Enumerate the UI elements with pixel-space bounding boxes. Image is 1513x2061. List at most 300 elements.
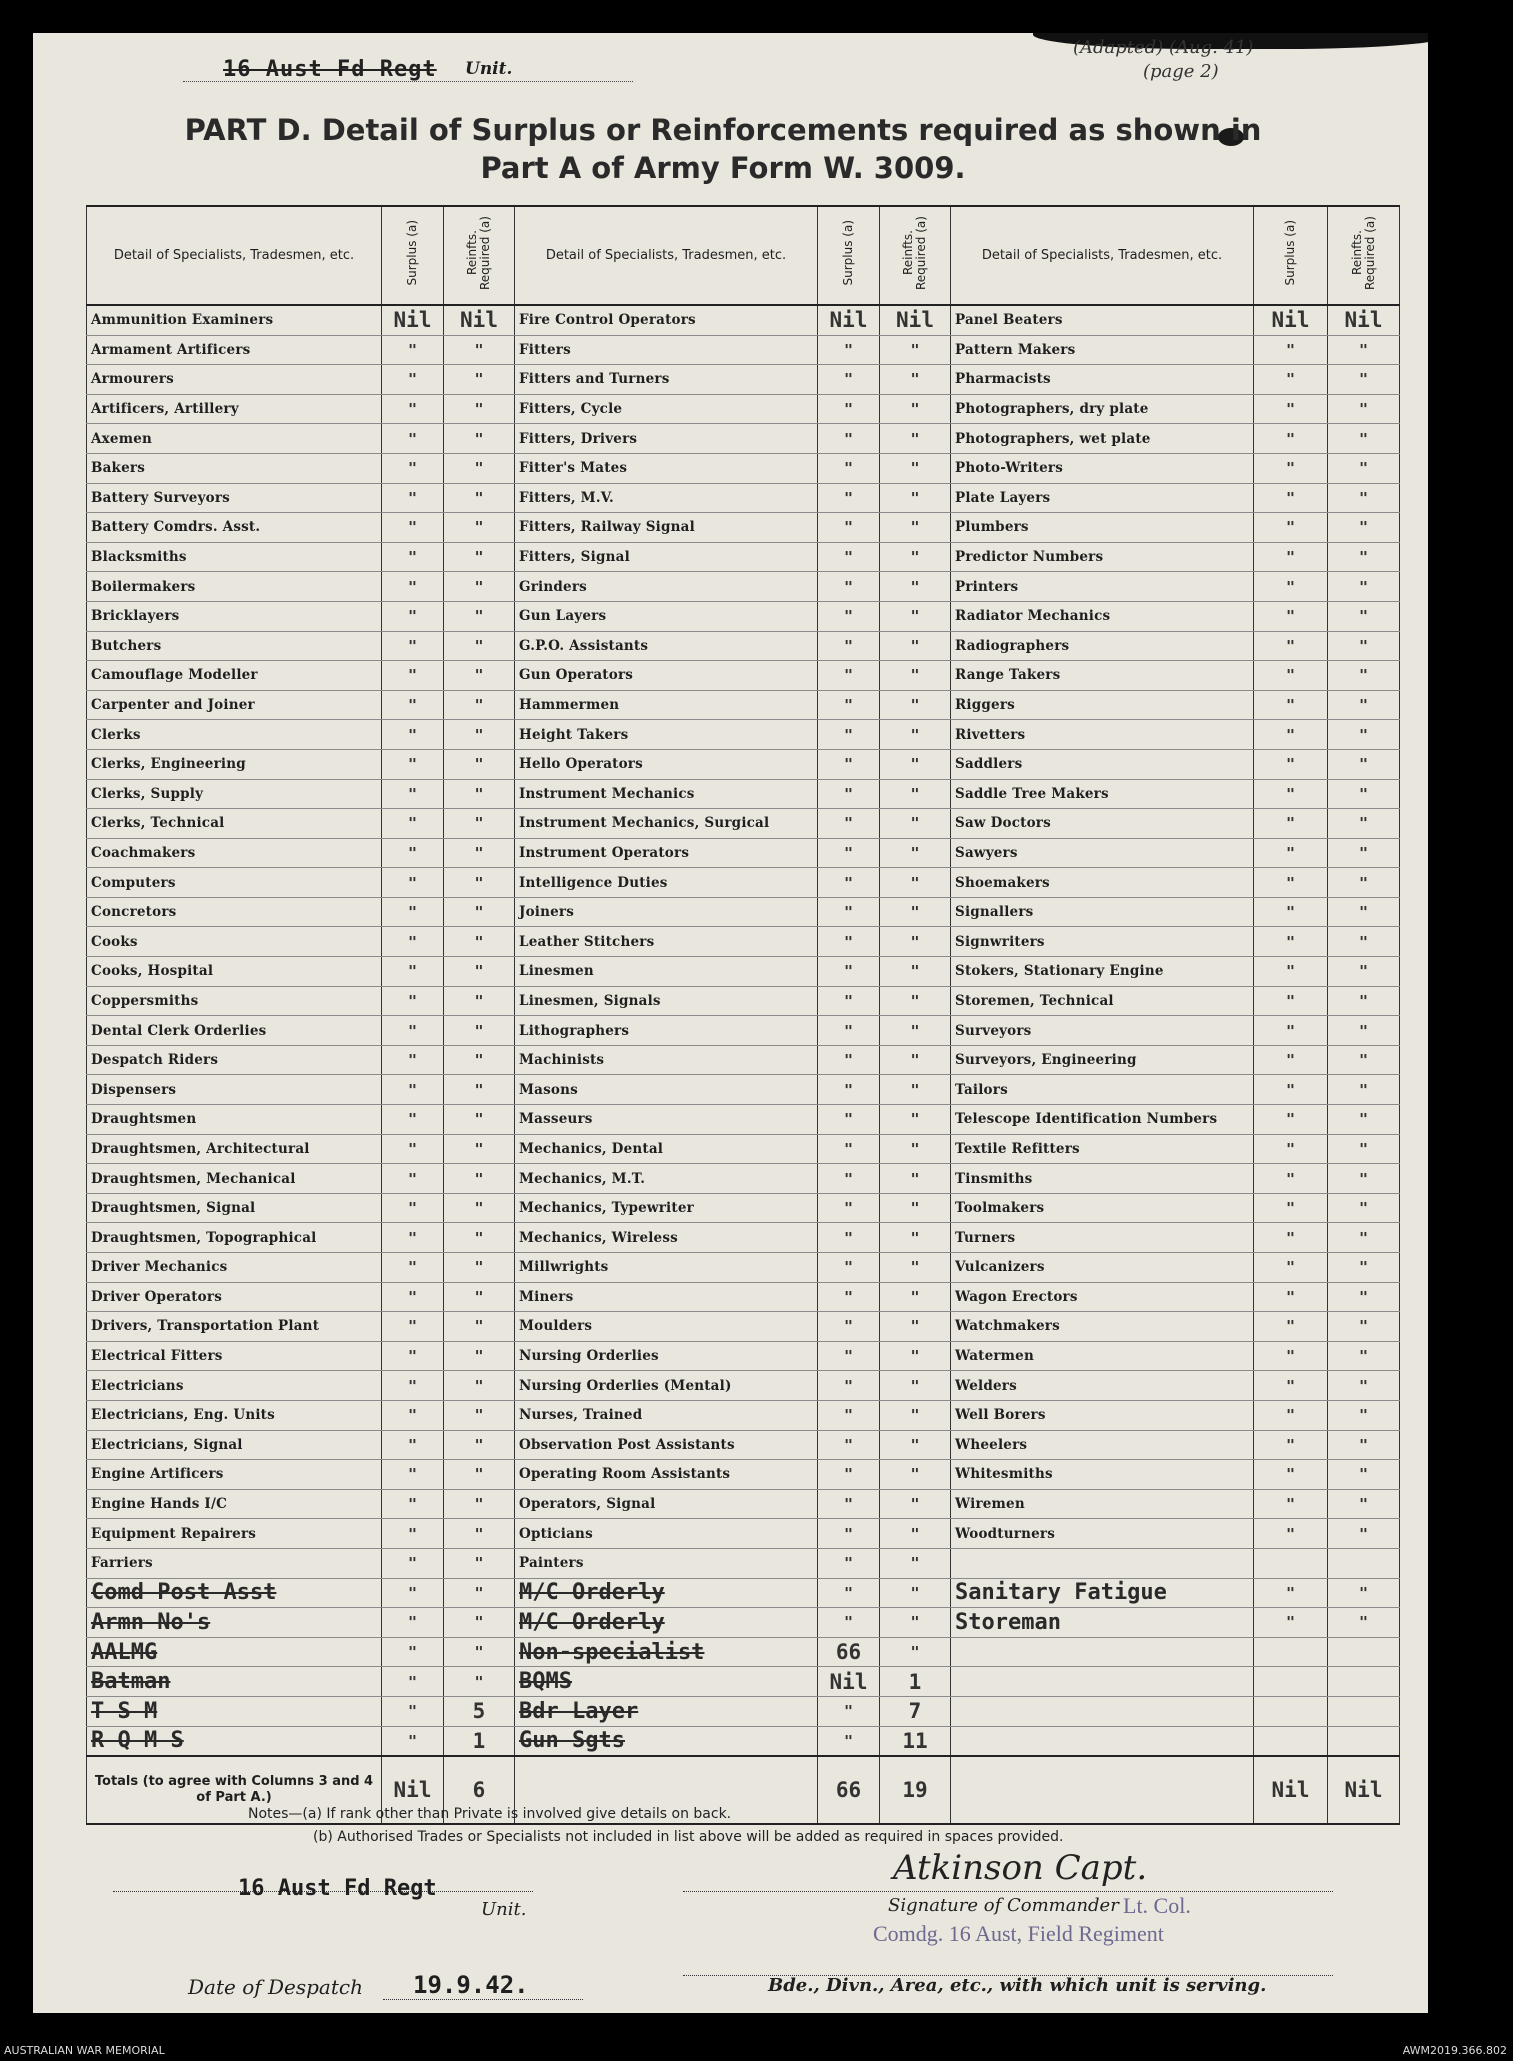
trade-label: Wheelers: [951, 1430, 1254, 1460]
trade-label: Shoemakers: [951, 868, 1254, 898]
trade-label: Photographers, wet plate: [951, 424, 1254, 454]
table-row: [87, 1075, 1400, 1105]
typed-trade-text: BQMS: [519, 1669, 572, 1695]
surplus-cell: ": [382, 572, 444, 602]
col-reinfts-1: Reinfts. Required (a): [465, 216, 492, 290]
surplus-cell: ": [382, 690, 444, 720]
trade-label: Electrical Fitters: [87, 1341, 382, 1371]
table-row: [87, 779, 1400, 809]
surplus-cell: ": [382, 1253, 444, 1283]
surplus-cell: ": [1254, 631, 1328, 661]
reinfts-cell: ": [1328, 1371, 1400, 1401]
trade-label: Operating Room Assistants: [515, 1460, 818, 1490]
surplus-cell: ": [382, 1667, 444, 1697]
reinfts-cell: ": [880, 1548, 951, 1578]
surplus-cell: ": [818, 1726, 880, 1756]
reinfts-cell: 1: [444, 1726, 515, 1756]
table-row: [87, 601, 1400, 631]
reinfts-cell: [1328, 1637, 1400, 1667]
reinfts-cell: ": [444, 1400, 515, 1430]
surplus-cell: ": [382, 1193, 444, 1223]
surplus-cell: ": [1254, 1460, 1328, 1490]
trade-label: Vulcanizers: [951, 1253, 1254, 1283]
reinfts-cell: ": [880, 1489, 951, 1519]
reinfts-cell: ": [1328, 1578, 1400, 1608]
table-row: [87, 838, 1400, 868]
table-row: [87, 1519, 1400, 1549]
surplus-cell: ": [382, 1045, 444, 1075]
surplus-cell: ": [382, 1400, 444, 1430]
surplus-cell: ": [818, 986, 880, 1016]
trade-label: Nursing Orderlies (Mental): [515, 1371, 818, 1401]
surplus-cell: ": [382, 897, 444, 927]
typed-row: [87, 1696, 1400, 1726]
trade-label: Tinsmiths: [951, 1164, 1254, 1194]
trade-label: Draughtsmen, Mechanical: [87, 1164, 382, 1194]
trade-label: Nurses, Trained: [515, 1400, 818, 1430]
typed-trade-label: [515, 1667, 818, 1697]
reinfts-cell: ": [880, 1312, 951, 1342]
surplus-cell: ": [818, 394, 880, 424]
table-row: [87, 1223, 1400, 1253]
surplus-cell: ": [1254, 986, 1328, 1016]
trade-label: Mechanics, Wireless: [515, 1223, 818, 1253]
specialists-table: [86, 205, 1400, 1825]
table-row: [87, 513, 1400, 543]
reinfts-cell: ": [444, 1193, 515, 1223]
reinfts-cell: ": [880, 1045, 951, 1075]
trade-label: Masseurs: [515, 1105, 818, 1135]
reinfts-cell: ": [444, 1312, 515, 1342]
typed-trade-label: [515, 1637, 818, 1667]
typed-trade-text: M/C Orderly: [519, 1580, 665, 1606]
reinfts-cell: ": [880, 542, 951, 572]
surplus-cell: ": [382, 1696, 444, 1726]
surplus-cell: ": [382, 1075, 444, 1105]
trade-label: Surveyors, Engineering: [951, 1045, 1254, 1075]
trade-label: Radiator Mechanics: [951, 601, 1254, 631]
typed-trade-label: [951, 1726, 1254, 1756]
reinfts-cell: ": [444, 986, 515, 1016]
surplus-cell: ": [382, 1430, 444, 1460]
surplus-cell: ": [382, 394, 444, 424]
reinfts-cell: [1328, 1548, 1400, 1578]
document-page: [33, 33, 1428, 2013]
reinfts-cell: ": [444, 1489, 515, 1519]
trade-label: Armament Artificers: [87, 335, 382, 365]
col-surplus-3: Surplus (a): [1283, 220, 1297, 286]
reinfts-cell: ": [880, 1578, 951, 1608]
table-row: [87, 868, 1400, 898]
reinfts-cell: Nil: [444, 305, 515, 335]
surplus-cell: ": [382, 1341, 444, 1371]
surplus-cell: ": [1254, 749, 1328, 779]
surplus-cell: ": [1254, 1282, 1328, 1312]
trade-label: Battery Comdrs. Asst.: [87, 513, 382, 543]
typed-trade-text: Comd Post Asst: [91, 1580, 277, 1606]
reinfts-cell: ": [880, 424, 951, 454]
trade-label: Fitters and Turners: [515, 365, 818, 395]
surplus-cell: ": [1254, 1223, 1328, 1253]
table-row: [87, 986, 1400, 1016]
trade-label: Pharmacists: [951, 365, 1254, 395]
surplus-cell: ": [818, 1282, 880, 1312]
surplus-cell: ": [818, 1489, 880, 1519]
reinfts-cell: ": [444, 1223, 515, 1253]
trade-label: Predictor Numbers: [951, 542, 1254, 572]
surplus-cell: ": [1254, 809, 1328, 839]
surplus-cell: ": [1254, 957, 1328, 987]
reinfts-cell: ": [880, 986, 951, 1016]
surplus-cell: ": [382, 749, 444, 779]
reinfts-cell: ": [880, 749, 951, 779]
reinfts-cell: ": [444, 1075, 515, 1105]
surplus-cell: ": [818, 1075, 880, 1105]
trade-label: Draughtsmen, Signal: [87, 1193, 382, 1223]
reinfts-cell: [1328, 1726, 1400, 1756]
trade-label: Armourers: [87, 365, 382, 395]
trade-label: Artificers, Artillery: [87, 394, 382, 424]
trade-label: Tailors: [951, 1075, 1254, 1105]
typed-trade-label: [951, 1696, 1254, 1726]
reinfts-cell: ": [1328, 1253, 1400, 1283]
trade-label: Electricians: [87, 1371, 382, 1401]
trade-label: Instrument Mechanics, Surgical: [515, 809, 818, 839]
reinfts-cell: ": [880, 1519, 951, 1549]
typed-trade-label: [515, 1726, 818, 1756]
typed-trade-label: [87, 1696, 382, 1726]
reinfts-cell: 11: [880, 1726, 951, 1756]
reinfts-cell: ": [1328, 394, 1400, 424]
header-unit-label: Unit.: [465, 59, 513, 79]
trade-label: Mechanics, M.T.: [515, 1164, 818, 1194]
table-row: [87, 957, 1400, 987]
trade-label: Operators, Signal: [515, 1489, 818, 1519]
table-row: [87, 1193, 1400, 1223]
trade-label: Observation Post Assistants: [515, 1430, 818, 1460]
reinfts-cell: ": [444, 1578, 515, 1608]
trade-label: Plumbers: [951, 513, 1254, 543]
reinfts-cell: ": [1328, 1193, 1400, 1223]
reinfts-cell: 1: [880, 1667, 951, 1697]
trade-label: Axemen: [87, 424, 382, 454]
surplus-cell: ": [818, 1548, 880, 1578]
surplus-cell: ": [818, 1696, 880, 1726]
trade-label: Machinists: [515, 1045, 818, 1075]
bde-label: Bde., Divn., Area, etc., with which unit is serving.: [768, 1975, 1267, 1996]
surplus-cell: ": [1254, 1134, 1328, 1164]
trade-label: Well Borers: [951, 1400, 1254, 1430]
table-row: [87, 1253, 1400, 1283]
reinfts-cell: ": [444, 1253, 515, 1283]
trade-label: Mechanics, Dental: [515, 1134, 818, 1164]
trade-label: Whitesmiths: [951, 1460, 1254, 1490]
trade-label: Clerks, Engineering: [87, 749, 382, 779]
reinfts-cell: 5: [444, 1696, 515, 1726]
trade-label: Gun Layers: [515, 601, 818, 631]
trade-label: Electricians, Eng. Units: [87, 1400, 382, 1430]
reinfts-cell: [1328, 1696, 1400, 1726]
surplus-cell: ": [382, 1519, 444, 1549]
surplus-cell: ": [1254, 335, 1328, 365]
table-row: [87, 661, 1400, 691]
surplus-cell: ": [1254, 365, 1328, 395]
surplus-cell: ": [1254, 1193, 1328, 1223]
trade-label: Masons: [515, 1075, 818, 1105]
trade-label: Lithographers: [515, 1016, 818, 1046]
reinfts-cell: ": [444, 1105, 515, 1135]
col-surplus-2: Surplus (a): [841, 220, 855, 286]
reinfts-cell: ": [880, 1430, 951, 1460]
reinfts-cell: ": [444, 1341, 515, 1371]
surplus-cell: ": [382, 453, 444, 483]
trade-label: Textile Refitters: [951, 1134, 1254, 1164]
reinfts-cell: ": [880, 1134, 951, 1164]
reinfts-cell: ": [880, 1164, 951, 1194]
trade-label: Engine Artificers: [87, 1460, 382, 1490]
reinfts-cell: ": [880, 897, 951, 927]
surplus-cell: ": [818, 957, 880, 987]
surplus-cell: ": [818, 453, 880, 483]
table-row: [87, 572, 1400, 602]
trade-label: Draughtsmen, Architectural: [87, 1134, 382, 1164]
stamp-rank: Lt. Col.: [1123, 1893, 1191, 1918]
typed-trade-text: Bdr Layer: [519, 1698, 639, 1724]
typed-trade-text: R Q M S: [91, 1728, 184, 1754]
surplus-cell: ": [382, 1489, 444, 1519]
surplus-cell: ": [818, 1430, 880, 1460]
surplus-cell: ": [1254, 1608, 1328, 1638]
reinfts-cell: ": [1328, 1400, 1400, 1430]
form-adapted-note: (Adapted) (Aug. 41): [1073, 37, 1254, 58]
trade-label: Turners: [951, 1223, 1254, 1253]
surplus-cell: ": [818, 1578, 880, 1608]
surplus-cell: ": [818, 749, 880, 779]
reinfts-cell: ": [1328, 1045, 1400, 1075]
surplus-cell: ": [818, 424, 880, 454]
reinfts-cell: ": [880, 572, 951, 602]
trade-label: Fitters: [515, 335, 818, 365]
surplus-cell: ": [382, 1312, 444, 1342]
surplus-cell: ": [382, 1726, 444, 1756]
trade-label: Fitters, Railway Signal: [515, 513, 818, 543]
reinfts-cell: ": [444, 1134, 515, 1164]
total-value: Nil: [1254, 1756, 1328, 1824]
table-row: [87, 897, 1400, 927]
reinfts-cell: ": [1328, 1164, 1400, 1194]
surplus-cell: ": [1254, 1341, 1328, 1371]
reinfts-cell: ": [1328, 542, 1400, 572]
table-row: [87, 305, 1400, 335]
reinfts-cell: ": [1328, 927, 1400, 957]
header-unit-line: [183, 81, 633, 82]
surplus-cell: ": [818, 1371, 880, 1401]
table-row: [87, 335, 1400, 365]
surplus-cell: ": [818, 1608, 880, 1638]
surplus-cell: ": [1254, 601, 1328, 631]
surplus-cell: ": [1254, 453, 1328, 483]
reinfts-cell: ": [880, 631, 951, 661]
surplus-cell: ": [818, 1134, 880, 1164]
trade-label: Ammunition Examiners: [87, 305, 382, 335]
despatch-line: [383, 1999, 583, 2000]
table-row: [87, 1164, 1400, 1194]
commander-signature-line: [683, 1891, 1333, 1892]
trade-label: Blacksmiths: [87, 542, 382, 572]
trade-label: Draughtsmen, Topographical: [87, 1223, 382, 1253]
trade-label: Panel Beaters: [951, 305, 1254, 335]
trade-label: Storemen, Technical: [951, 986, 1254, 1016]
trade-label: Electricians, Signal: [87, 1430, 382, 1460]
typed-trade-label: [515, 1578, 818, 1608]
trade-label: Fitters, Drivers: [515, 424, 818, 454]
total-value: 66: [818, 1756, 880, 1824]
reinfts-cell: ": [880, 1608, 951, 1638]
surplus-cell: ": [818, 1016, 880, 1046]
reinfts-cell: ": [880, 1075, 951, 1105]
trade-label: Opticians: [515, 1519, 818, 1549]
reinfts-cell: ": [1328, 1460, 1400, 1490]
note-a: Notes—(a) If rank other than Private is involved give details on back.: [248, 1806, 732, 1822]
trade-label: Grinders: [515, 572, 818, 602]
reinfts-cell: ": [444, 424, 515, 454]
reinfts-cell: ": [1328, 424, 1400, 454]
trade-label: Gun Operators: [515, 661, 818, 691]
reinfts-cell: ": [444, 1460, 515, 1490]
typed-trade-label: [951, 1608, 1254, 1638]
surplus-cell: ": [382, 1164, 444, 1194]
reinfts-cell: ": [880, 838, 951, 868]
col-reinfts-2: Reinfts. Required (a): [901, 216, 928, 290]
reinfts-cell: Nil: [880, 305, 951, 335]
reinfts-cell: ": [880, 1637, 951, 1667]
surplus-cell: ": [382, 601, 444, 631]
trade-label: Despatch Riders: [87, 1045, 382, 1075]
table-row: [87, 1105, 1400, 1135]
table-row: [87, 1282, 1400, 1312]
surplus-cell: [1254, 1696, 1328, 1726]
trade-label: Saddlers: [951, 749, 1254, 779]
trade-label: Leather Stitchers: [515, 927, 818, 957]
table-row: [87, 1371, 1400, 1401]
reinfts-cell: ": [444, 335, 515, 365]
credit-right: AWM2019.366.802: [1402, 2044, 1507, 2057]
trade-label: Camouflage Modeller: [87, 661, 382, 691]
title-line-2: Part A of Army Form W. 3009.: [480, 151, 966, 185]
trade-label: Moulders: [515, 1312, 818, 1342]
trade-label: Photographers, dry plate: [951, 394, 1254, 424]
surplus-cell: ": [382, 1637, 444, 1667]
surplus-cell: ": [382, 335, 444, 365]
reinfts-cell: Nil: [1328, 305, 1400, 335]
reinfts-cell: ": [444, 631, 515, 661]
trade-label: Telescope Identification Numbers: [951, 1105, 1254, 1135]
typed-trade-text: Storeman: [955, 1609, 1061, 1635]
reinfts-cell: ": [444, 1667, 515, 1697]
reinfts-cell: ": [444, 572, 515, 602]
totals-blank: [951, 1756, 1254, 1824]
trade-label: Wagon Erectors: [951, 1282, 1254, 1312]
reinfts-cell: ": [880, 365, 951, 395]
reinfts-cell: ": [1328, 986, 1400, 1016]
surplus-cell: ": [382, 661, 444, 691]
surplus-cell: ": [382, 1371, 444, 1401]
reinfts-cell: ": [444, 809, 515, 839]
table-row: [87, 720, 1400, 750]
reinfts-cell: ": [1328, 483, 1400, 513]
surplus-cell: ": [818, 1312, 880, 1342]
trade-label: Printers: [951, 572, 1254, 602]
reinfts-cell: ": [1328, 1105, 1400, 1135]
trade-label: Driver Mechanics: [87, 1253, 382, 1283]
trade-label: Nursing Orderlies: [515, 1341, 818, 1371]
typed-trade-label: [515, 1608, 818, 1638]
trade-label: Computers: [87, 868, 382, 898]
surplus-cell: ": [1254, 690, 1328, 720]
trade-label: Height Takers: [515, 720, 818, 750]
despatch-date: 19.9.42.: [413, 1971, 529, 1999]
trade-label: Welders: [951, 1371, 1254, 1401]
surplus-cell: ": [818, 868, 880, 898]
reinfts-cell: ": [1328, 601, 1400, 631]
table-row: [87, 690, 1400, 720]
title-line-1: PART D. Detail of Surplus or Reinforcements required as shown in: [184, 113, 1262, 147]
trade-label: Sawyers: [951, 838, 1254, 868]
typed-trade-label: [951, 1667, 1254, 1697]
reinfts-cell: ": [880, 513, 951, 543]
surplus-cell: ": [1254, 927, 1328, 957]
reinfts-cell: ": [444, 394, 515, 424]
surplus-cell: ": [382, 809, 444, 839]
surplus-cell: ": [1254, 483, 1328, 513]
table-header: [87, 206, 1400, 305]
reinfts-cell: ": [444, 1371, 515, 1401]
note-b: (b) Authorised Trades or Specialists not included in list above will be added as required in spaces provided.: [313, 1829, 1064, 1845]
table-row: [87, 1460, 1400, 1490]
trade-label: Hello Operators: [515, 749, 818, 779]
surplus-cell: ": [818, 720, 880, 750]
reinfts-cell: ": [880, 868, 951, 898]
reinfts-cell: ": [444, 897, 515, 927]
trade-label: Draughtsmen: [87, 1105, 382, 1135]
surplus-cell: ": [382, 986, 444, 1016]
reinfts-cell: ": [880, 927, 951, 957]
surplus-cell: ": [382, 1223, 444, 1253]
reinfts-cell: 7: [880, 1696, 951, 1726]
surplus-cell: ": [818, 631, 880, 661]
trade-label: Instrument Operators: [515, 838, 818, 868]
reinfts-cell: ": [880, 720, 951, 750]
reinfts-cell: ": [444, 601, 515, 631]
trade-label: Radiographers: [951, 631, 1254, 661]
reinfts-cell: ": [1328, 1312, 1400, 1342]
col-detail-2: Detail of Specialists, Tradesmen, etc.: [515, 206, 818, 305]
typed-trade-label: [87, 1667, 382, 1697]
table-row: [87, 365, 1400, 395]
trade-label: Painters: [515, 1548, 818, 1578]
reinfts-cell: ": [1328, 749, 1400, 779]
reinfts-cell: ": [1328, 720, 1400, 750]
surplus-cell: ": [1254, 1164, 1328, 1194]
reinfts-cell: ": [1328, 631, 1400, 661]
trade-label: Saw Doctors: [951, 809, 1254, 839]
surplus-cell: ": [1254, 1045, 1328, 1075]
col-surplus-1: Surplus (a): [405, 220, 419, 286]
table-row: [87, 483, 1400, 513]
table-row: [87, 394, 1400, 424]
trade-label: Clerks, Supply: [87, 779, 382, 809]
table-row: [87, 453, 1400, 483]
